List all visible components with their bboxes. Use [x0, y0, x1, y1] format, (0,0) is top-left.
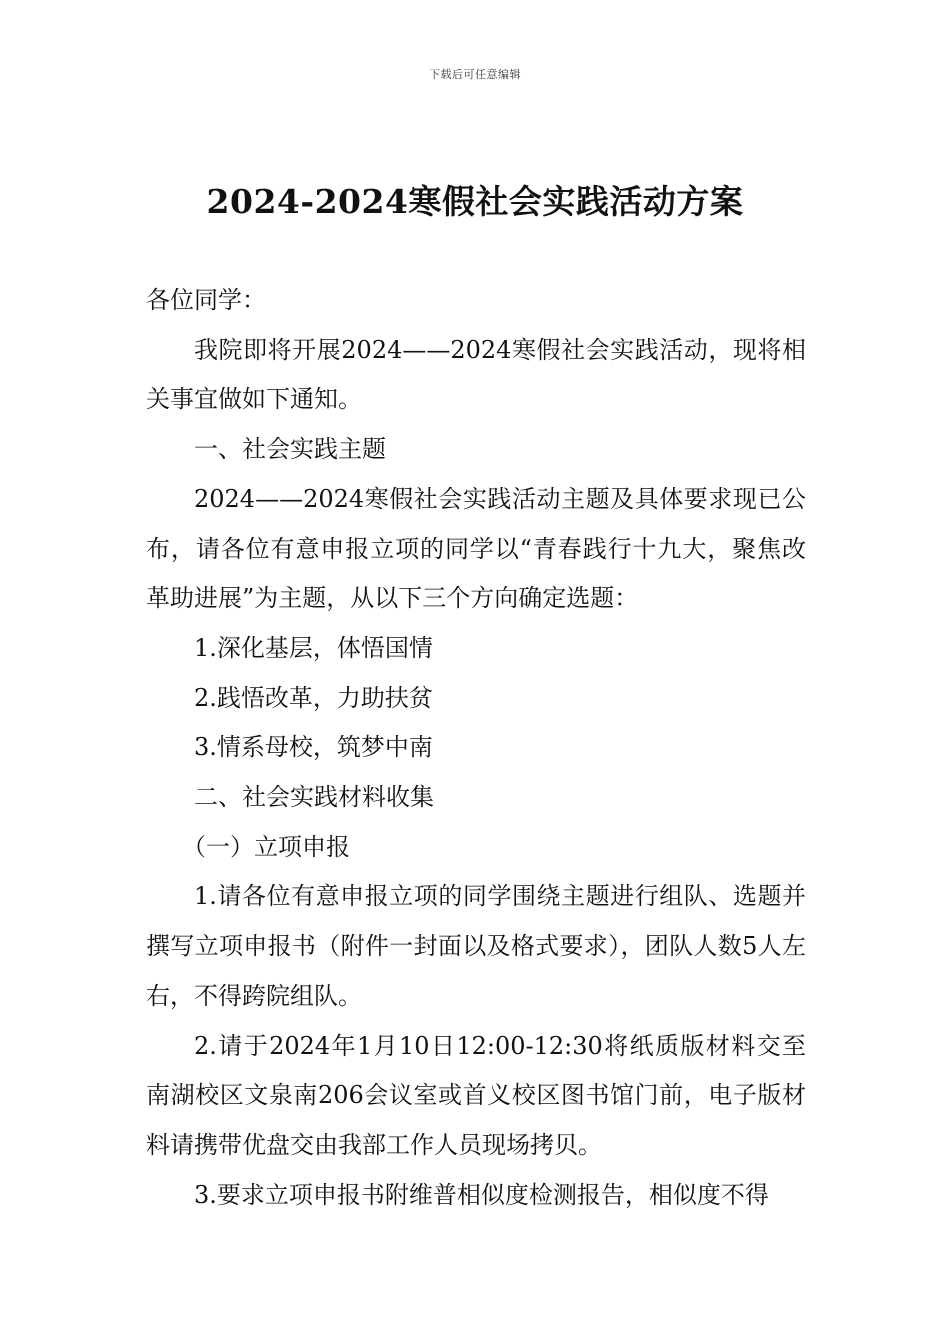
header-note: 下载后可任意编辑	[429, 68, 521, 81]
section-heading-materials: 二、社会实践材料收集	[194, 783, 434, 812]
application-item-2: 2.请于2024年1月10日12:00-12:30将纸质版材料交至南湖校区文泉南206会议室或首义校区图书馆门前，电子版材料请携带优盘交由我部工作人员现场拷贝。	[146, 1031, 806, 1159]
theme-paragraph: 2024——2024寒假社会实践活动主题及具体要求现已公布，请各位有意申报立项的同学以“青春践行十九大，聚焦改革助进展”为主题，从以下三个方向确定选题：	[146, 484, 806, 613]
intro-paragraph: 我院即将开展2024——2024寒假社会实践活动，现将相关事宜做如下通知。	[146, 335, 806, 414]
section-heading-theme: 一、社会实践主题	[194, 435, 386, 464]
application-item-1: 1.请各位有意申报立项的同学围绕主题进行组队、选题并撰写立项申报书（附件一封面以及格式要求），团队人数5人左右，不得跨院组队。	[146, 882, 806, 1010]
subsection-heading-application: （一）立项申报	[182, 832, 350, 861]
salutation: 各位同学：	[146, 286, 266, 314]
document-title: 2024-2024寒假社会实践活动方案	[206, 182, 744, 221]
application-item-3: 3.要求立项申报书附维普相似度检测报告，相似度不得	[194, 1180, 769, 1209]
document-body	[146, 276, 806, 1220]
list-item-direction-2: 2.践悟改革，力助扶贫	[194, 683, 433, 712]
list-item-direction-3: 3.情系母校，筑梦中南	[194, 733, 433, 762]
list-item-direction-1: 1.深化基层，体悟国情	[194, 633, 433, 662]
